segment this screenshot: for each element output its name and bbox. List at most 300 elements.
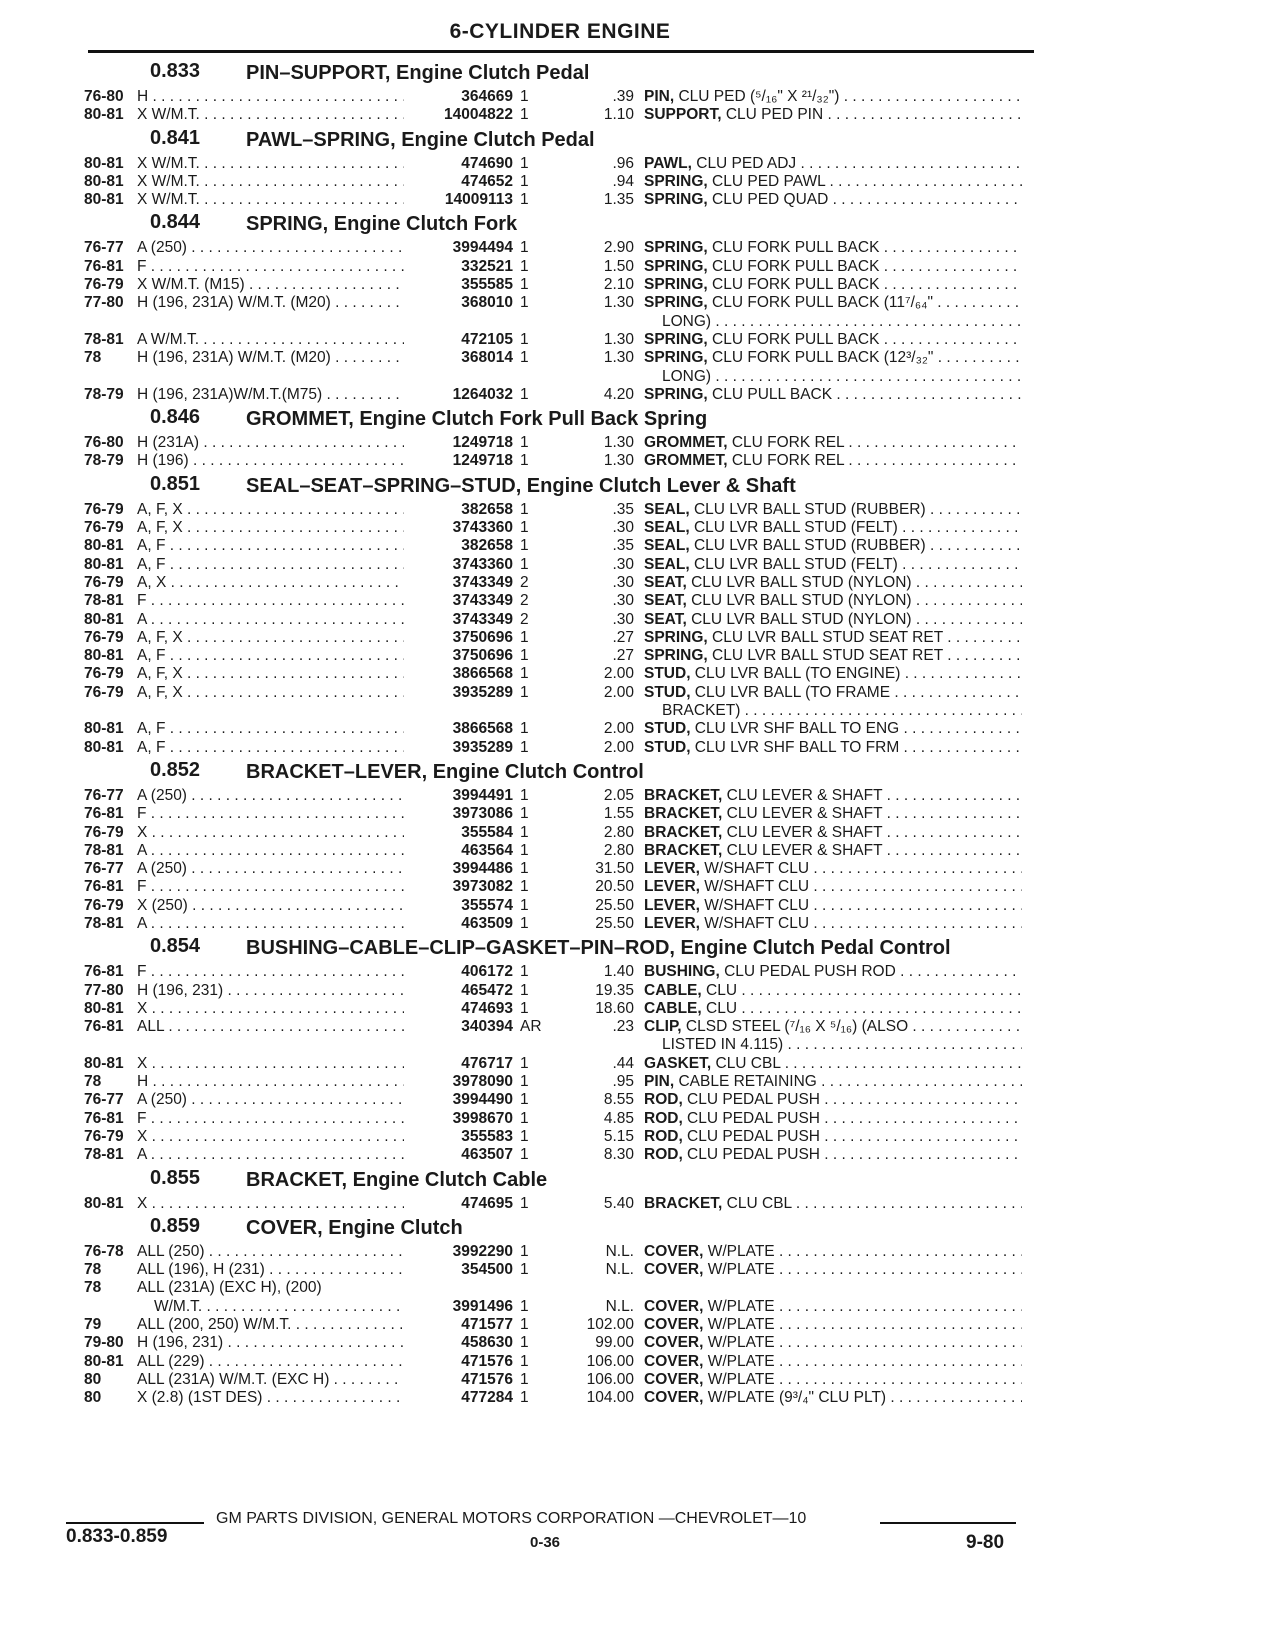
part-number: 3866568 <box>404 720 513 738</box>
section-title-group: Engine Clutch Cable <box>347 1168 548 1191</box>
part-number: 3743360 <box>404 519 513 537</box>
quantity: 1 <box>520 1054 529 1072</box>
part-number: 3935289 <box>404 684 513 702</box>
part-row <box>84 860 1034 878</box>
application: A . . . <box>137 1146 415 1164</box>
quantity: 1 <box>520 963 529 981</box>
application: ALL (231A) (EXC H), (200) <box>137 1279 322 1297</box>
price: .95 <box>612 1073 634 1091</box>
part-detail: CLU LEVER & SHAFT . . . <box>722 842 1022 859</box>
quantity: 1 <box>520 683 529 701</box>
section-title-group: Engine Clutch Pedal <box>390 62 590 84</box>
price: 102.00 <box>586 1316 634 1334</box>
part-number: 14004822 <box>404 106 513 124</box>
model-years: 76-81 <box>84 257 124 275</box>
quantity: 1 <box>520 860 529 878</box>
part-number: 476717 <box>404 1055 513 1073</box>
model-years: 78 <box>84 349 102 367</box>
quantity: 1 <box>520 434 529 452</box>
part-detail: W/SHAFT CLU . . . <box>700 915 1022 932</box>
part-description <box>644 501 1022 519</box>
part-description <box>644 556 1022 574</box>
part-description <box>644 1298 1022 1316</box>
part-detail: CLU LVR BALL STUD SEAT RET . . . <box>708 647 1022 664</box>
quantity: 1 <box>520 172 529 190</box>
part-number: 368010 <box>404 294 513 312</box>
part-row <box>84 915 1034 933</box>
quantity: 1 <box>520 647 529 665</box>
price: 1.30 <box>603 294 634 312</box>
application: A (250) . . . <box>137 239 415 257</box>
part-description <box>644 519 1022 537</box>
model-years: 80-81 <box>84 999 124 1017</box>
part-row <box>84 1243 1034 1261</box>
part-noun: COVER, <box>644 1352 704 1370</box>
part-detail: CLU LVR BALL STUD (NYLON) . . . <box>687 592 1022 609</box>
section-heading <box>84 759 1034 787</box>
application: F . . . <box>137 258 415 276</box>
model-years: 76-79 <box>84 683 124 701</box>
quantity: 1 <box>520 1242 529 1260</box>
part-description <box>644 915 1022 933</box>
application: X (2.8) (1ST DES) . . . <box>137 1389 415 1407</box>
part-noun: BRACKET, <box>644 805 723 823</box>
price: .30 <box>612 592 634 610</box>
part-number: 3994494 <box>404 239 513 257</box>
part-number: 3743349 <box>404 574 513 592</box>
price: 1.35 <box>603 191 634 209</box>
part-noun: SPRING, <box>644 330 708 348</box>
part-detail: CLU PEDAL PUSH . . . <box>683 1128 1022 1145</box>
part-detail: W/PLATE . . . <box>703 1371 1022 1388</box>
page-title: 6-CYLINDER ENGINE <box>449 20 671 43</box>
application: ALL (200, 250) W/M.T. . . . <box>137 1316 415 1334</box>
application: A (250) . . . <box>137 1091 415 1109</box>
section-title-parts: SEAL–SEAT–SPRING–STUD, <box>246 474 522 497</box>
part-detail: CLU LVR BALL STUD (RUBBER) . . . <box>690 537 1022 554</box>
part-row <box>84 1146 1034 1164</box>
part-detail: W/PLATE . . . <box>703 1353 1022 1370</box>
section-title <box>246 408 707 431</box>
price: N.L. <box>605 1261 634 1279</box>
part-noun: SPRING, <box>644 239 708 257</box>
part-description <box>644 386 1022 404</box>
part-detail: CLU LEVER & SHAFT . . . <box>722 805 1022 822</box>
part-noun: PAWL, <box>644 154 692 172</box>
part-row <box>84 1316 1034 1334</box>
quantity: 1 <box>520 1297 529 1315</box>
section-title-group: Engine Clutch Lever & Shaft <box>521 474 796 497</box>
section-title <box>246 62 589 85</box>
model-years: 77-80 <box>84 294 124 312</box>
part-description <box>644 1091 1022 1109</box>
part-detail: W/PLATE . . . <box>703 1316 1022 1333</box>
model-years: 78-81 <box>84 330 124 348</box>
part-description <box>644 349 1022 367</box>
part-noun: SEAL, <box>644 500 690 518</box>
part-number: 463507 <box>404 1146 513 1164</box>
part-detail: W/PLATE . . . <box>703 1243 1022 1260</box>
part-noun: SPRING, <box>644 257 708 275</box>
model-years: 76-80 <box>84 434 124 452</box>
part-detail: CLU PEDAL PUSH . . . <box>683 1146 1022 1163</box>
part-number: 474695 <box>404 1195 513 1213</box>
part-detail: CLU LVR BALL STUD (FELT) . . . <box>690 519 1022 536</box>
model-years: 80-81 <box>84 1194 124 1212</box>
part-number: 471576 <box>404 1371 513 1389</box>
application: A, F, X . . . <box>137 684 415 702</box>
part-description <box>644 191 1022 209</box>
part-noun: CABLE, <box>644 981 702 999</box>
quantity: 1 <box>520 276 529 294</box>
model-years: 80-81 <box>84 647 124 665</box>
footer-publisher: GM PARTS DIVISION, GENERAL MOTORS CORPORATION —CHEVROLET—10 <box>216 1510 807 1527</box>
price: 20.50 <box>595 878 634 896</box>
part-description <box>644 1243 1022 1261</box>
part-row <box>84 1091 1034 1109</box>
quantity: 1 <box>520 330 529 348</box>
application: A, F, X . . . <box>137 665 415 683</box>
part-description <box>644 787 1022 805</box>
model-years: 80-81 <box>84 555 124 573</box>
part-noun: BRACKET, <box>644 786 723 804</box>
application: A . . . <box>137 842 415 860</box>
part-detail: CLU . . . <box>702 1000 1022 1017</box>
part-detail: CLU LEVER & SHAFT . . . <box>722 787 1022 804</box>
part-detail: CLU PED PAWL . . . <box>708 173 1022 190</box>
price: 5.40 <box>603 1194 634 1212</box>
application: H (196, 231) . . . <box>137 1334 415 1352</box>
price: 1.30 <box>603 434 634 452</box>
part-description <box>644 1371 1022 1389</box>
part-description <box>644 1073 1022 1091</box>
price: 2.05 <box>603 786 634 804</box>
quantity: 1 <box>520 1194 529 1212</box>
part-description <box>644 155 1022 173</box>
price: .30 <box>612 573 634 591</box>
application: H (196, 231A) W/M.T. (M20) . . . <box>137 349 415 367</box>
part-number: 472105 <box>404 331 513 349</box>
part-noun: COVER, <box>644 1316 704 1334</box>
section-title <box>246 129 595 152</box>
section-title-group: Engine Clutch Pedal Control <box>674 937 951 960</box>
section-title <box>246 475 796 498</box>
part-noun: COVER, <box>644 1334 704 1352</box>
application: H (196, 231A) W/M.T. (M20) . . . <box>137 294 415 312</box>
part-description <box>644 276 1022 294</box>
model-years: 76-79 <box>84 276 124 294</box>
header-rule <box>88 50 1034 53</box>
model-years: 78 <box>84 1261 102 1279</box>
model-years: 76-79 <box>84 896 124 914</box>
section-number: 0.846 <box>150 406 201 429</box>
section-title <box>246 937 951 960</box>
part-row <box>84 1000 1034 1018</box>
part-row <box>84 842 1034 860</box>
part-number: 3973086 <box>404 805 513 823</box>
part-number: 3935289 <box>404 739 513 757</box>
part-row <box>84 1334 1034 1352</box>
application: F . . . <box>137 805 415 823</box>
part-noun: BRACKET, <box>644 823 723 841</box>
part-row <box>84 1128 1034 1146</box>
model-years: 80-81 <box>84 106 124 124</box>
part-detail: CLU LVR SHF BALL TO FRM . . . <box>691 739 1023 756</box>
part-row <box>84 537 1034 555</box>
application: ALL (229) . . . <box>137 1353 415 1371</box>
price: 19.35 <box>595 981 634 999</box>
part-row <box>84 1279 1034 1297</box>
model-years: 79 <box>84 1316 102 1334</box>
part-description <box>644 611 1022 629</box>
part-row <box>84 574 1034 592</box>
quantity: 1 <box>520 294 529 312</box>
quantity: 1 <box>520 537 529 555</box>
part-detail: CLU FORK REL . . . <box>728 434 1022 451</box>
price: 1.55 <box>603 805 634 823</box>
quantity: 1 <box>520 1370 529 1388</box>
quantity: 1 <box>520 1127 529 1145</box>
part-description <box>644 1261 1022 1279</box>
part-description <box>644 805 1022 823</box>
part-noun: GROMMET, <box>644 452 728 470</box>
part-detail: CLU PULL BACK . . . <box>708 386 1022 403</box>
description-continuation <box>84 368 1034 386</box>
application: F . . . <box>137 592 415 610</box>
section-heading <box>84 406 1034 434</box>
part-description <box>644 629 1022 647</box>
quantity: 2 <box>520 610 529 628</box>
quantity: AR <box>520 1018 542 1036</box>
price: .94 <box>612 172 634 190</box>
model-years: 80-81 <box>84 172 124 190</box>
application: H . . . <box>137 88 415 106</box>
part-detail: CLU PED QUAD . . . <box>708 191 1022 208</box>
part-detail: CLU LVR BALL (TO FRAME . . . <box>691 684 1023 701</box>
part-description <box>644 824 1022 842</box>
part-noun: CABLE, <box>644 999 702 1017</box>
model-years: 76-77 <box>84 1091 124 1109</box>
application: A, F, X . . . <box>137 629 415 647</box>
application: X . . . <box>137 824 415 842</box>
application: A, F . . . <box>137 537 415 555</box>
price: 8.30 <box>603 1146 634 1164</box>
part-row <box>84 173 1034 191</box>
part-noun: LEVER, <box>644 914 700 932</box>
part-number: 1264032 <box>404 386 513 404</box>
part-number: 474693 <box>404 1000 513 1018</box>
section-title-parts: BRACKET–LEVER, <box>246 760 428 783</box>
price: 4.20 <box>603 385 634 403</box>
part-detail: CLU FORK PULL BACK . . . <box>708 258 1022 275</box>
section-title <box>246 1169 547 1192</box>
model-years: 76-77 <box>84 860 124 878</box>
part-description <box>644 1316 1022 1334</box>
model-years: 78-81 <box>84 1146 124 1164</box>
part-row <box>84 592 1034 610</box>
part-number: 458630 <box>404 1334 513 1352</box>
part-detail: W/PLATE . . . <box>703 1298 1022 1315</box>
part-noun: SPRING, <box>644 349 708 367</box>
part-description <box>644 1128 1022 1146</box>
part-detail: CLU FORK REL . . . <box>728 452 1022 469</box>
price: .35 <box>612 537 634 555</box>
application: X W/M.T. . . . <box>137 155 415 173</box>
section-title-parts: GROMMET, <box>246 408 354 431</box>
part-detail: W/SHAFT CLU . . . <box>700 860 1022 877</box>
quantity: 1 <box>520 385 529 403</box>
part-detail: CLU CBL . . . <box>722 1195 1022 1212</box>
price: 2.00 <box>603 738 634 756</box>
model-years: 80 <box>84 1389 102 1407</box>
quantity: 1 <box>520 519 529 537</box>
part-noun: SPRING, <box>644 385 708 403</box>
part-description: LISTED IN 4.115) . . . <box>662 1036 1022 1054</box>
quantity: 1 <box>520 257 529 275</box>
section-heading <box>84 211 1034 239</box>
section-heading <box>84 473 1034 501</box>
section-number: 0.854 <box>150 935 201 958</box>
part-noun: ROD, <box>644 1146 683 1164</box>
part-detail: CLU PED (⁵/₁₆" X ²¹/₃₂") . . . <box>674 88 1022 105</box>
price: N.L. <box>605 1297 634 1315</box>
footer-section-range: 0.833-0.859 <box>66 1526 168 1547</box>
model-years: 76-79 <box>84 665 124 683</box>
quantity: 1 <box>520 628 529 646</box>
quantity: 1 <box>520 786 529 804</box>
part-noun: SPRING, <box>644 628 708 646</box>
part-description <box>644 1146 1022 1164</box>
quantity: 1 <box>520 500 529 518</box>
part-row <box>84 1261 1034 1279</box>
quantity: 1 <box>520 1389 529 1407</box>
model-years: 80-81 <box>84 610 124 628</box>
quantity: 1 <box>520 1334 529 1352</box>
part-number: 471576 <box>404 1353 513 1371</box>
model-years: 77-80 <box>84 981 124 999</box>
section-number: 0.851 <box>150 472 201 495</box>
part-description <box>644 1389 1022 1407</box>
application: A, F, X . . . <box>137 501 415 519</box>
part-row <box>84 824 1034 842</box>
part-noun: ROD, <box>644 1127 683 1145</box>
part-detail: CLU PEDAL PUSH ROD . . . <box>720 963 1022 980</box>
application: ALL (231A) W/M.T. (EXC H) . . . <box>137 1371 415 1389</box>
part-row <box>84 787 1034 805</box>
section-title <box>246 213 517 236</box>
application: H (196, 231A)W/M.T.(M75) . . . <box>137 386 415 404</box>
part-description <box>644 294 1022 312</box>
part-row <box>84 982 1034 1000</box>
part-row <box>84 1018 1034 1036</box>
part-row <box>84 647 1034 665</box>
application: H . . . <box>137 1073 415 1091</box>
application: X (250) . . . <box>137 897 415 915</box>
part-noun: SEAT, <box>644 592 687 610</box>
application: H (231A) . . . <box>137 434 415 452</box>
part-number: 463509 <box>404 915 513 933</box>
part-detail: W/PLATE . . . <box>703 1261 1022 1278</box>
section-title-parts: PIN–SUPPORT, <box>246 62 391 84</box>
part-row <box>84 665 1034 683</box>
part-number: 474690 <box>404 155 513 173</box>
model-years: 76-79 <box>84 1127 124 1145</box>
price: .30 <box>612 555 634 573</box>
section-heading <box>84 1167 1034 1195</box>
part-row <box>84 684 1034 702</box>
quantity: 1 <box>520 878 529 896</box>
part-number: 1249718 <box>404 452 513 470</box>
part-detail: CLSD STEEL (⁷/₁₆ X ⁵/₁₆) (ALSO . . . <box>682 1018 1022 1035</box>
quantity: 1 <box>520 1316 529 1334</box>
price: 2.00 <box>603 665 634 683</box>
price: 1.40 <box>603 963 634 981</box>
part-detail: CLU FORK PULL BACK . . . <box>708 276 1022 293</box>
model-years: 80 <box>84 1370 102 1388</box>
quantity: 1 <box>520 823 529 841</box>
part-number: 3978090 <box>404 1073 513 1091</box>
part-number: 477284 <box>404 1389 513 1407</box>
part-number: 3998670 <box>404 1110 513 1128</box>
part-description <box>644 963 1022 981</box>
part-description <box>644 1018 1022 1036</box>
part-number: 355574 <box>404 897 513 915</box>
part-number: 355585 <box>404 276 513 294</box>
part-row <box>84 1353 1034 1371</box>
application: X . . . <box>137 1000 415 1018</box>
section-heading <box>84 1215 1034 1243</box>
model-years: 76-79 <box>84 500 124 518</box>
part-noun: SEAL, <box>644 519 690 537</box>
price: N.L. <box>605 1242 634 1260</box>
part-detail: CLU FORK PULL BACK (11⁷/₆₄" . . . <box>708 294 1022 311</box>
part-noun: BRACKET, <box>644 841 723 859</box>
part-noun: SPRING, <box>644 191 708 209</box>
section-title-group: Engine Clutch Pedal <box>395 128 595 151</box>
section-number: 0.859 <box>150 1214 201 1237</box>
part-detail: CLU FORK PULL BACK . . . <box>708 239 1022 256</box>
part-row <box>84 1389 1034 1407</box>
part-row <box>84 519 1034 537</box>
part-noun: SPRING, <box>644 647 708 665</box>
part-detail: W/SHAFT CLU . . . <box>700 878 1022 895</box>
quantity: 1 <box>520 1073 529 1091</box>
part-row <box>84 897 1034 915</box>
part-number: 3750696 <box>404 629 513 647</box>
application: X W/M.T. (M15) . . . <box>137 276 415 294</box>
quantity: 1 <box>520 981 529 999</box>
application: A (250) . . . <box>137 860 415 878</box>
quantity: 2 <box>520 592 529 610</box>
application: A, X . . . <box>137 574 415 592</box>
part-detail: CLU PEDAL PUSH . . . <box>683 1091 1022 1108</box>
price: 1.30 <box>603 349 634 367</box>
part-description <box>644 1353 1022 1371</box>
price: .96 <box>612 154 634 172</box>
section-title-group: Engine Clutch Fork Pull Back Spring <box>353 408 708 431</box>
application: A (250) . . . <box>137 787 415 805</box>
part-noun: BUSHING, <box>644 963 720 981</box>
section-title-parts: BUSHING–CABLE–CLIP–GASKET–PIN–ROD, <box>246 937 675 960</box>
part-row <box>84 501 1034 519</box>
part-row <box>84 878 1034 896</box>
quantity: 1 <box>520 88 529 105</box>
section-title-group: Engine Clutch Control <box>427 760 644 783</box>
part-description <box>644 1334 1022 1352</box>
part-description: LONG) . . . <box>662 313 1022 331</box>
part-description <box>644 574 1022 592</box>
part-row <box>84 155 1034 173</box>
